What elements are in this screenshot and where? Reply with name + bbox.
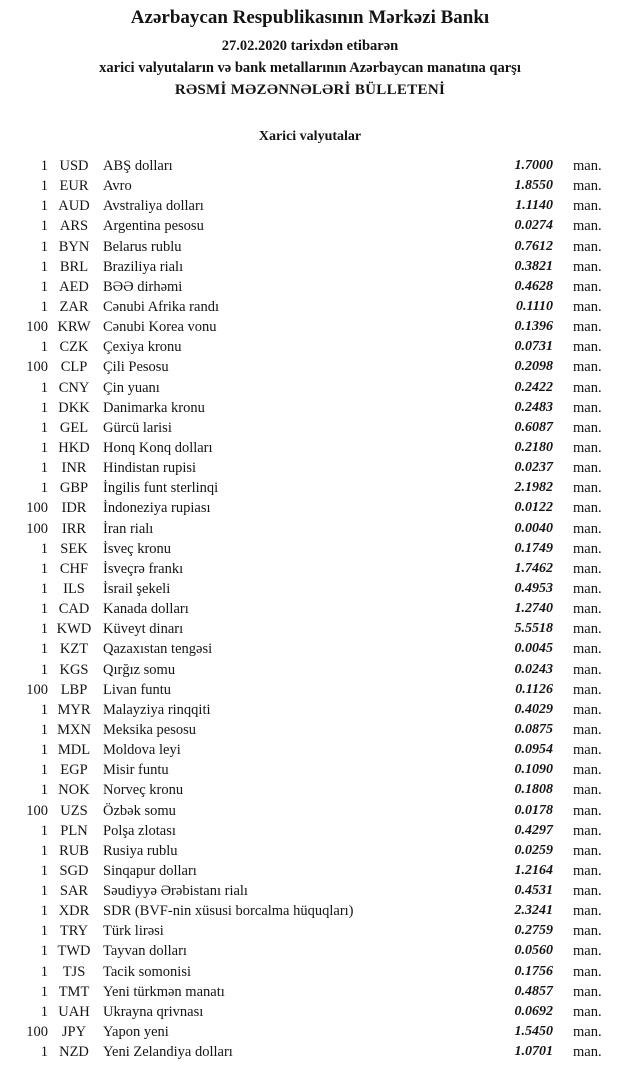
row-currency-name: Meksika pesosu	[103, 721, 197, 738]
row-quantity: 1	[40, 540, 48, 557]
row-quantity: 100	[26, 1024, 48, 1041]
row-currency-code: NZD	[59, 1044, 89, 1061]
row-unit: man.	[573, 903, 602, 920]
row-unit: man.	[573, 439, 602, 456]
row-currency-code: CAD	[58, 601, 90, 618]
row-currency-code: AUD	[58, 198, 90, 215]
row-unit: man.	[573, 1044, 602, 1061]
table-row	[10, 1042, 620, 1062]
row-quantity: 1	[40, 943, 48, 960]
row-rate: 0.1110	[516, 298, 553, 314]
table-row	[10, 801, 620, 821]
row-rate: 0.1396	[514, 319, 553, 335]
row-rate: 0.4953	[514, 580, 553, 596]
row-rate: 0.1126	[515, 681, 553, 697]
row-currency-name: Çili Pesosu	[103, 359, 169, 376]
table-row	[10, 1002, 620, 1022]
row-currency-name: İsrail şekeli	[103, 580, 171, 597]
row-currency-name: Qırğız somu	[103, 661, 176, 678]
row-currency-name: Çexiya kronu	[103, 339, 182, 356]
table-row	[10, 398, 620, 418]
row-unit: man.	[573, 983, 602, 1000]
row-currency-name: Kanada dolları	[103, 601, 189, 618]
row-currency-code: MXN	[57, 721, 91, 738]
table-row	[10, 519, 620, 539]
row-quantity: 100	[26, 359, 48, 376]
row-currency-name: Yeni Zelandiya dolları	[103, 1044, 233, 1061]
row-rate: 0.1808	[514, 782, 553, 798]
row-currency-code: PLN	[60, 822, 88, 839]
row-currency-code: SEK	[60, 540, 88, 557]
row-rate: 0.0243	[514, 661, 553, 677]
row-quantity: 1	[40, 399, 48, 416]
table-row	[10, 841, 620, 861]
table-row	[10, 619, 620, 639]
table-row	[10, 599, 620, 619]
row-rate: 0.0045	[514, 641, 553, 657]
row-rate: 0.0122	[514, 500, 553, 516]
row-unit: man.	[573, 701, 602, 718]
table-row	[10, 176, 620, 196]
table-row	[10, 579, 620, 599]
table-row	[10, 982, 620, 1002]
row-currency-code: BRL	[59, 258, 89, 275]
row-quantity: 1	[40, 278, 48, 295]
row-currency-code: TMT	[58, 983, 90, 1000]
row-quantity: 1	[40, 983, 48, 1000]
row-rate: 0.1090	[514, 762, 553, 778]
row-unit: man.	[573, 601, 602, 618]
row-currency-code: DKK	[58, 399, 90, 416]
row-currency-name: Cənubi Afrika randı	[103, 298, 219, 315]
table-row	[10, 357, 620, 377]
row-unit: man.	[573, 802, 602, 819]
row-currency-name: Misir funtu	[103, 762, 169, 779]
row-rate: 1.7462	[514, 560, 553, 576]
row-unit: man.	[573, 278, 602, 295]
row-unit: man.	[573, 500, 602, 517]
row-unit: man.	[573, 862, 602, 879]
row-rate: 0.2180	[514, 439, 553, 455]
row-currency-code: GEL	[59, 419, 89, 436]
row-rate: 0.4628	[514, 278, 553, 294]
row-unit: man.	[573, 782, 602, 799]
row-currency-name: ABŞ dolları	[103, 158, 173, 174]
row-currency-name: Argentina pesosu	[103, 218, 204, 235]
row-quantity: 1	[40, 560, 48, 577]
row-rate: 1.5450	[514, 1024, 553, 1040]
row-quantity: 1	[40, 923, 48, 940]
row-unit: man.	[573, 822, 602, 839]
row-quantity: 1	[40, 621, 48, 638]
row-rate: 1.8550	[514, 178, 553, 194]
row-currency-code: EGP	[60, 762, 88, 779]
row-quantity: 1	[40, 641, 48, 658]
row-quantity: 1	[40, 1044, 48, 1061]
row-currency-name: Ukrayna qrivnası	[103, 1003, 204, 1020]
row-rate: 0.4857	[514, 983, 553, 999]
row-currency-name: İsveçrə frankı	[103, 560, 184, 577]
row-quantity: 100	[26, 500, 48, 517]
row-currency-code: KZT	[59, 641, 89, 658]
table-row	[10, 740, 620, 760]
row-unit: man.	[573, 419, 602, 436]
row-quantity: 1	[40, 883, 48, 900]
row-quantity: 1	[40, 178, 48, 195]
row-quantity: 1	[40, 298, 48, 315]
table-row	[10, 881, 620, 901]
row-quantity: 1	[40, 822, 48, 839]
row-unit: man.	[573, 198, 602, 215]
row-unit: man.	[573, 681, 602, 698]
row-quantity: 1	[40, 903, 48, 920]
row-unit: man.	[573, 1024, 602, 1041]
row-unit: man.	[573, 540, 602, 557]
row-rate: 0.4531	[514, 883, 553, 899]
table-row	[10, 941, 620, 961]
row-currency-code: UAH	[58, 1003, 90, 1020]
row-currency-code: ARS	[59, 218, 89, 235]
row-currency-name: Honq Konq dolları	[103, 439, 213, 456]
row-rate: 0.0692	[514, 1003, 553, 1019]
row-currency-name: Moldova leyi	[103, 742, 181, 759]
row-quantity: 1	[40, 238, 48, 255]
row-rate: 0.0274	[514, 218, 553, 234]
row-currency-code: JPY	[61, 1024, 87, 1041]
table-row	[10, 156, 620, 176]
table-row	[10, 821, 620, 841]
row-unit: man.	[573, 218, 602, 235]
table-row	[10, 478, 620, 498]
table-row	[10, 921, 620, 941]
row-currency-code: TRY	[59, 923, 89, 940]
row-currency-code: USD	[59, 158, 89, 174]
table-row	[10, 418, 620, 438]
row-currency-code: TJS	[62, 963, 86, 980]
table-row	[10, 458, 620, 478]
table-row	[10, 378, 620, 398]
row-rate: 0.0954	[514, 742, 553, 758]
row-rate: 0.6087	[514, 419, 553, 435]
row-currency-name: Özbək somu	[103, 802, 176, 819]
row-unit: man.	[573, 359, 602, 376]
table-row	[10, 438, 620, 458]
row-currency-code: EUR	[59, 178, 89, 195]
row-currency-code: TWD	[57, 943, 91, 960]
row-quantity: 1	[40, 419, 48, 436]
row-quantity: 1	[40, 480, 48, 497]
row-unit: man.	[573, 379, 602, 396]
row-currency-code: KGS	[59, 661, 89, 678]
row-rate: 0.2422	[514, 379, 553, 395]
table-row	[10, 297, 620, 317]
row-currency-code: MYR	[57, 701, 91, 718]
table-row	[10, 780, 620, 800]
row-unit: man.	[573, 842, 602, 859]
row-currency-code: INR	[61, 460, 87, 477]
row-quantity: 1	[40, 439, 48, 456]
row-currency-name: Livan funtu	[103, 681, 172, 698]
row-unit: man.	[573, 661, 602, 678]
row-quantity: 1	[40, 963, 48, 980]
row-quantity: 1	[40, 339, 48, 356]
table-row	[10, 660, 620, 680]
row-unit: man.	[573, 721, 602, 738]
row-currency-name: Tayvan dolları	[103, 943, 187, 960]
row-currency-code: LBP	[60, 681, 88, 698]
row-currency-name: Tacik somonisi	[103, 963, 191, 980]
row-quantity: 1	[40, 460, 48, 477]
row-quantity: 1	[40, 198, 48, 215]
row-currency-code: AED	[59, 278, 89, 295]
row-currency-name: Yeni türkmən manatı	[103, 983, 225, 1000]
row-quantity: 1	[40, 379, 48, 396]
row-quantity: 100	[26, 802, 48, 819]
row-unit: man.	[573, 580, 602, 597]
row-currency-code: MDL	[57, 742, 91, 759]
row-rate: 0.2483	[514, 399, 553, 415]
row-rate: 0.0560	[514, 943, 553, 959]
row-currency-name: Danimarka kronu	[103, 399, 205, 416]
row-unit: man.	[573, 621, 602, 638]
row-unit: man.	[573, 298, 602, 315]
row-rate: 0.7612	[514, 238, 553, 254]
row-currency-name: Yapon yeni	[103, 1024, 169, 1041]
row-unit: man.	[573, 520, 602, 537]
row-quantity: 1	[40, 762, 48, 779]
bank-name-title: Azərbaycan Respublikasının Mərkəzi Bankı	[130, 7, 490, 28]
scope-line: xarici valyutaların və bank metallarının Azərbaycan manatına qarşı	[99, 60, 521, 76]
row-rate: 1.1140	[515, 198, 553, 214]
row-quantity: 1	[40, 661, 48, 678]
row-rate: 0.2759	[514, 923, 553, 939]
row-currency-name: Rusiya rublu	[103, 842, 178, 859]
row-unit: man.	[573, 238, 602, 255]
row-quantity: 1	[40, 782, 48, 799]
table-row	[10, 962, 620, 982]
row-quantity: 1	[40, 258, 48, 275]
row-currency-name: Sinqapur dolları	[103, 862, 197, 879]
row-quantity: 1	[40, 580, 48, 597]
row-unit: man.	[573, 963, 602, 980]
row-rate: 0.1756	[514, 963, 553, 979]
row-quantity: 100	[26, 520, 48, 537]
table-row	[10, 257, 620, 277]
row-rate: 0.0178	[514, 802, 553, 818]
row-rate: 0.0875	[514, 721, 553, 737]
row-currency-code: XDR	[58, 903, 90, 920]
row-currency-name: İndoneziya rupiası	[103, 500, 211, 517]
row-unit: man.	[573, 178, 602, 195]
table-row	[10, 639, 620, 659]
row-quantity: 1	[40, 842, 48, 859]
row-rate: 2.1982	[514, 480, 553, 496]
table-row	[10, 720, 620, 740]
row-rate: 5.5518	[514, 621, 553, 637]
row-rate: 2.3241	[514, 903, 553, 919]
row-currency-name: Hindistan rupisi	[103, 460, 197, 477]
row-unit: man.	[573, 923, 602, 940]
row-rate: 1.7000	[514, 158, 553, 173]
section-title-foreign-currencies: Xarici valyutalar	[258, 129, 362, 144]
table-row	[10, 901, 620, 921]
row-rate: 1.2164	[514, 862, 553, 878]
row-unit: man.	[573, 460, 602, 477]
row-rate: 0.0259	[514, 842, 553, 858]
row-currency-name: Küveyt dinarı	[103, 621, 184, 638]
bulletin-title: RƏSMİ MƏZƏNNƏLƏRİ BÜLLETENİ	[174, 82, 446, 98]
row-currency-code: IRR	[61, 520, 87, 537]
row-currency-code: GBP	[59, 480, 89, 497]
row-currency-name: Səudiyyə Ərəbistanı rialı	[103, 883, 248, 900]
row-unit: man.	[573, 258, 602, 275]
row-quantity: 1	[40, 721, 48, 738]
row-currency-code: KWD	[56, 621, 92, 638]
row-currency-code: NOK	[58, 782, 90, 799]
table-row	[10, 760, 620, 780]
row-currency-name: İngilis funt sterlinqi	[103, 480, 219, 497]
row-quantity: 1	[40, 158, 48, 174]
row-rate: 0.4029	[514, 701, 553, 717]
row-unit: man.	[573, 480, 602, 497]
row-quantity: 1	[40, 218, 48, 235]
row-currency-name: Norveç kronu	[103, 782, 184, 799]
row-currency-code: CNY	[58, 379, 90, 396]
row-currency-code: CLP	[60, 359, 88, 376]
row-unit: man.	[573, 1003, 602, 1020]
table-row	[10, 539, 620, 559]
table-row	[10, 861, 620, 881]
table-row	[10, 277, 620, 297]
row-rate: 1.0701	[514, 1044, 553, 1060]
row-unit: man.	[573, 158, 602, 174]
row-currency-name: Çin yuanı	[103, 379, 160, 396]
row-currency-name: Avro	[103, 178, 132, 195]
row-currency-name: BƏƏ dirhəmi	[103, 278, 183, 295]
row-currency-code: ZAR	[59, 298, 89, 315]
row-currency-name: Qazaxıstan tengəsi	[103, 641, 213, 658]
currency-table	[0, 156, 620, 1062]
row-currency-code: CHF	[59, 560, 89, 577]
row-currency-name: Belarus rublu	[103, 238, 182, 255]
row-currency-code: ILS	[63, 580, 85, 597]
row-quantity: 1	[40, 1003, 48, 1020]
row-currency-name: SDR (BVF-nin xüsusi borcalma hüquqları)	[103, 903, 354, 920]
row-currency-code: HKD	[58, 439, 90, 456]
row-currency-name: Malayziya rinqqiti	[103, 701, 211, 718]
row-unit: man.	[573, 762, 602, 779]
row-unit: man.	[573, 943, 602, 960]
row-currency-name: İran rialı	[103, 520, 154, 537]
row-currency-code: RUB	[59, 842, 89, 859]
row-unit: man.	[573, 319, 602, 336]
row-currency-code: UZS	[60, 802, 88, 819]
row-currency-code: SAR	[59, 883, 89, 900]
row-currency-code: KRW	[57, 319, 91, 336]
row-rate: 0.3821	[514, 258, 553, 274]
row-currency-name: Braziliya rialı	[103, 258, 184, 275]
row-currency-code: IDR	[61, 500, 87, 517]
table-row	[10, 216, 620, 236]
row-rate: 0.0237	[514, 460, 553, 476]
table-row	[10, 700, 620, 720]
row-rate: 0.0731	[514, 339, 553, 355]
row-currency-name: İsveç kronu	[103, 540, 172, 557]
row-rate: 0.4297	[514, 822, 553, 838]
row-rate: 0.1749	[514, 540, 553, 556]
row-currency-name: Polşa zlotası	[103, 822, 176, 839]
row-unit: man.	[573, 560, 602, 577]
row-currency-name: Türk lirəsi	[103, 923, 164, 940]
row-quantity: 1	[40, 742, 48, 759]
effective-date-line: 27.02.2020 tarixdən etibarən	[221, 38, 399, 54]
row-unit: man.	[573, 339, 602, 356]
row-currency-code: SGD	[59, 862, 89, 879]
row-quantity: 1	[40, 862, 48, 879]
table-row	[10, 237, 620, 257]
row-quantity: 100	[26, 319, 48, 336]
row-currency-name: Avstraliya dolları	[103, 198, 204, 215]
row-quantity: 1	[40, 701, 48, 718]
row-quantity: 100	[26, 681, 48, 698]
bulletin-header	[0, 0, 620, 100]
row-rate: 0.0040	[514, 520, 553, 536]
table-row	[10, 498, 620, 518]
row-currency-code: CZK	[59, 339, 89, 356]
row-currency-code: BYN	[58, 238, 90, 255]
table-row	[10, 559, 620, 579]
row-currency-name: Gürcü larisi	[103, 419, 172, 436]
row-unit: man.	[573, 399, 602, 416]
row-rate: 1.2740	[514, 601, 553, 617]
table-row	[10, 337, 620, 357]
row-unit: man.	[573, 883, 602, 900]
row-unit: man.	[573, 641, 602, 658]
table-row	[10, 680, 620, 700]
row-unit: man.	[573, 742, 602, 759]
table-row	[10, 196, 620, 216]
table-row	[10, 1022, 620, 1042]
row-currency-name: Cənubi Korea vonu	[103, 319, 217, 336]
table-row	[10, 317, 620, 337]
row-rate: 0.2098	[514, 359, 553, 375]
row-quantity: 1	[40, 601, 48, 618]
